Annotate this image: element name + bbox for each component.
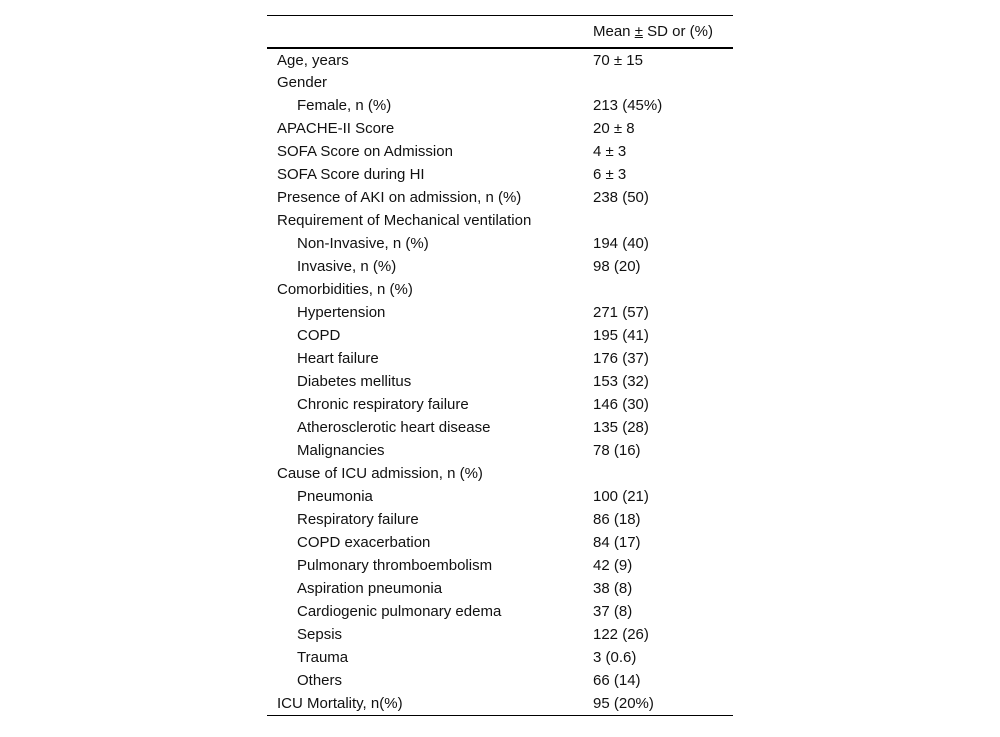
row-value [593, 278, 733, 301]
table-body [267, 48, 733, 715]
row-label: APACHE-II Score [277, 120, 395, 137]
table-row [267, 439, 733, 462]
row-value: 194 (40) [593, 235, 649, 252]
row-label: Age, years [277, 51, 349, 69]
row-label: Invasive, n (%) [297, 258, 397, 275]
row-label: Malignancies [297, 442, 385, 459]
table-row [267, 462, 733, 485]
table-row [267, 646, 733, 669]
row-label: SOFA Score during HI [277, 166, 425, 183]
table-row [267, 255, 733, 278]
table-row [267, 140, 733, 163]
header-value-cell [593, 16, 733, 49]
row-label: Diabetes mellitus [297, 373, 412, 390]
table-row [267, 347, 733, 370]
table-row [267, 232, 733, 255]
row-value: 66 (14) [593, 672, 641, 689]
row-label: Non-Invasive, n (%) [297, 235, 429, 252]
table-row [267, 48, 733, 71]
row-label: Trauma [297, 649, 349, 666]
row-label: COPD exacerbation [297, 534, 431, 551]
row-value: 37 (8) [593, 603, 633, 620]
table-row [267, 301, 733, 324]
row-value: 238 (50) [593, 189, 649, 206]
header-value-text: Mean ± SD or (%) [593, 23, 713, 40]
table-row [267, 186, 733, 209]
row-value: 6 ± 3 [593, 166, 627, 183]
row-value: 38 (8) [593, 580, 633, 597]
row-label: Pulmonary thromboembolism [297, 557, 493, 574]
table-row [267, 393, 733, 416]
row-value: 271 (57) [593, 304, 649, 321]
row-value: 100 (21) [593, 488, 649, 505]
row-value: 213 (45%) [593, 97, 663, 114]
row-label: Presence of AKI on admission, n (%) [277, 189, 522, 206]
characteristics-table [267, 15, 733, 716]
table-row [267, 163, 733, 186]
row-value: 135 (28) [593, 419, 649, 436]
row-value: 98 (20) [593, 258, 641, 275]
row-label: Chronic respiratory failure [297, 396, 469, 413]
row-label: Hypertension [297, 304, 386, 321]
row-label: Cause of ICU admission, n (%) [277, 465, 483, 482]
table-row [267, 117, 733, 140]
row-label: Others [297, 672, 343, 689]
table-row [267, 577, 733, 600]
row-value: 122 (26) [593, 626, 649, 643]
header-row [267, 16, 733, 49]
row-label: Female, n (%) [297, 97, 392, 114]
row-value: 153 (32) [593, 373, 649, 390]
table-row [267, 485, 733, 508]
row-value: 86 (18) [593, 511, 641, 528]
row-value [593, 462, 733, 485]
header-label-cell [267, 16, 593, 49]
row-value: 146 (30) [593, 396, 649, 413]
table-row [267, 324, 733, 347]
characteristics-table-container [267, 15, 733, 716]
table-row [267, 692, 733, 715]
row-label: Sepsis [297, 626, 343, 643]
table-header [267, 16, 733, 49]
table-row [267, 531, 733, 554]
row-label: COPD [297, 327, 341, 344]
table-row [267, 554, 733, 577]
row-label: ICU Mortality, n(%) [277, 694, 403, 712]
table-row [267, 71, 733, 94]
row-value: 84 (17) [593, 534, 641, 551]
row-label: Requirement of Mechanical ventilation [277, 212, 532, 229]
row-label: Pneumonia [297, 488, 373, 505]
row-value: 176 (37) [593, 350, 649, 367]
row-label: SOFA Score on Admission [277, 143, 453, 160]
row-value [593, 71, 733, 94]
row-value: 20 ± 8 [593, 120, 635, 137]
row-label: Atherosclerotic heart disease [297, 419, 491, 436]
table-row [267, 669, 733, 692]
table-row [267, 600, 733, 623]
row-value: 95 (20%) [593, 694, 654, 712]
row-label: Cardiogenic pulmonary edema [297, 603, 502, 620]
table-row [267, 508, 733, 531]
row-label: Gender [277, 74, 328, 91]
table-row [267, 278, 733, 301]
table-row [267, 94, 733, 117]
row-value: 4 ± 3 [593, 143, 627, 160]
table-row [267, 416, 733, 439]
row-label: Heart failure [297, 350, 379, 367]
table-row [267, 209, 733, 232]
row-label: Respiratory failure [297, 511, 419, 528]
row-value: 70 ± 15 [593, 51, 643, 69]
row-value: 195 (41) [593, 327, 649, 344]
row-label: Aspiration pneumonia [297, 580, 443, 597]
row-label: Comorbidities, n (%) [277, 281, 413, 298]
table-row [267, 370, 733, 393]
row-value: 78 (16) [593, 442, 641, 459]
row-value [593, 209, 733, 232]
row-value: 3 (0.6) [593, 649, 637, 666]
table-row [267, 623, 733, 646]
row-value: 42 (9) [593, 557, 633, 574]
